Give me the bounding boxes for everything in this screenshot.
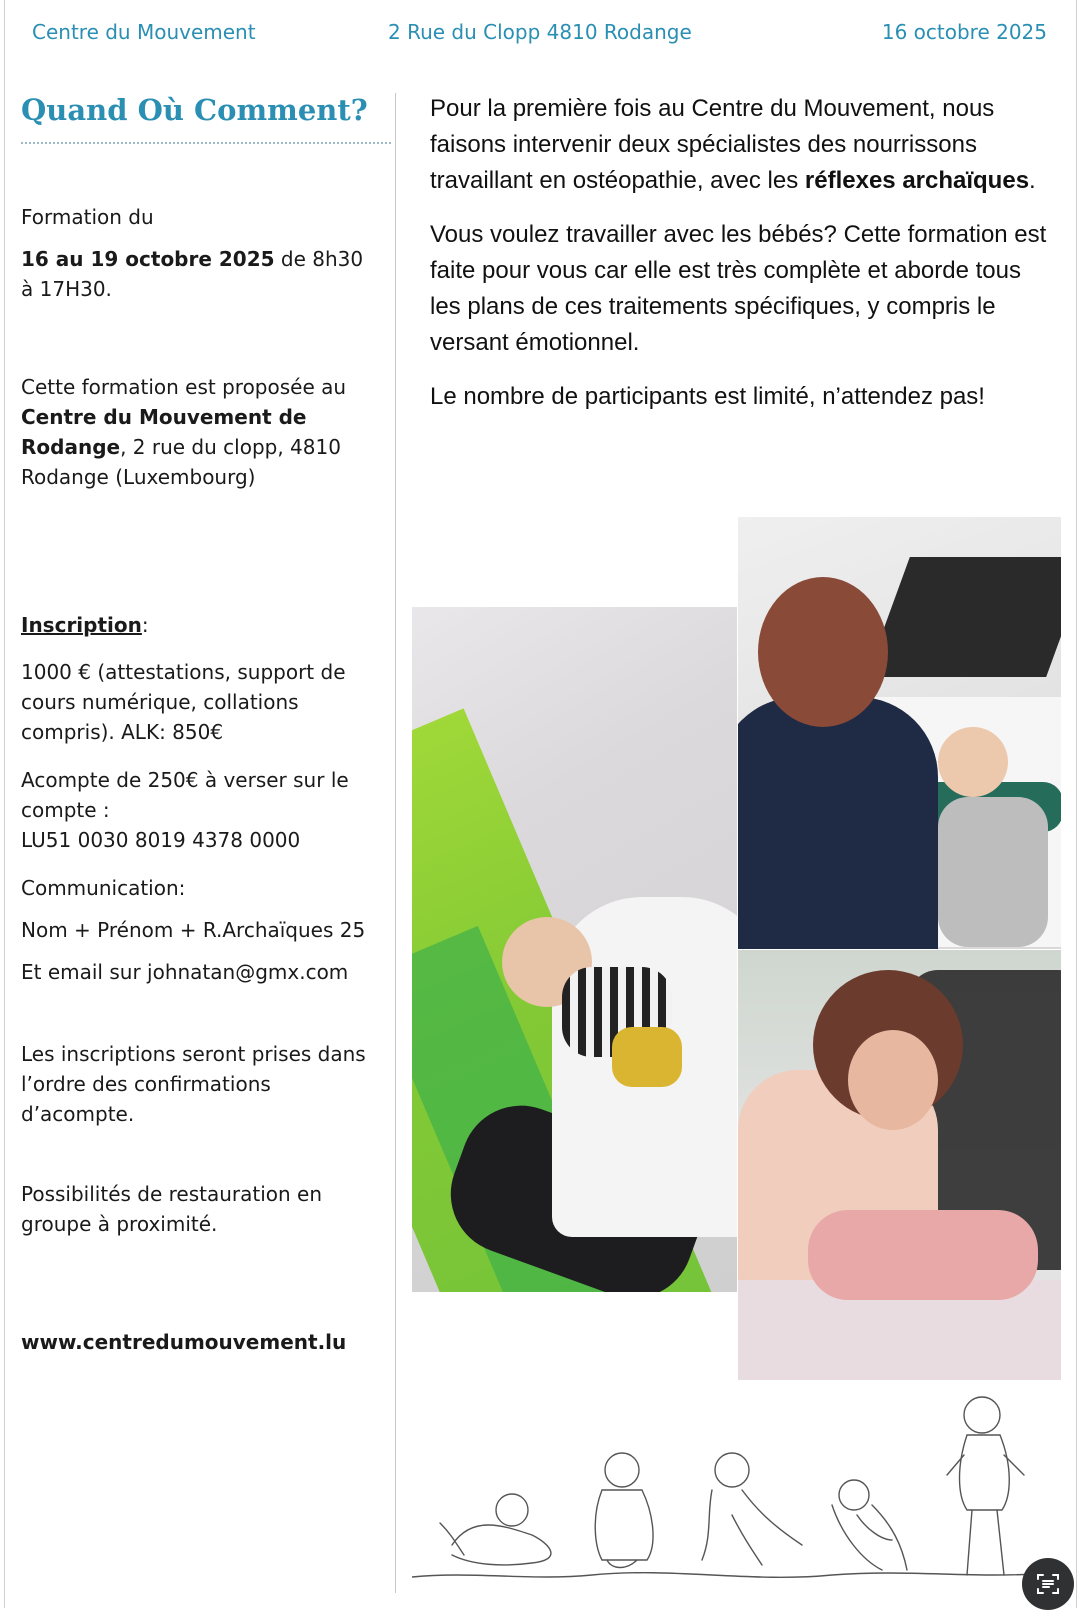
header-org-name: Centre du Mouvement	[32, 20, 256, 44]
page-edge-right	[1076, 0, 1077, 1608]
text-recognition-icon	[1034, 1570, 1062, 1598]
babies-paragraph: Vous voulez travailler avec les bébés? Cette formation est faite pour vous car elle est très complète et aborde tous les plans de ces traitements spécifiques, y compris le versant émotionnel.	[430, 221, 1047, 356]
right-column	[430, 91, 1050, 415]
header-date: 16 octobre 2025	[881, 20, 1047, 44]
email-line: Et email sur johnatan@gmx.com	[21, 960, 349, 984]
intro-end: .	[1029, 167, 1036, 194]
photo-baby-on-mat	[412, 607, 737, 1292]
dates-rest: de 8h30 à 17H30.	[21, 247, 364, 301]
page-edge-left	[4, 0, 5, 1608]
price-text: 1000 € (attestations, support de cours numérique, collations compris). ALK: 850€	[21, 660, 346, 744]
inscription-heading	[21, 610, 376, 640]
section-title: Quand Où Comment?	[21, 90, 391, 144]
header-address: 2 Rue du Clopp 4810 Rodange	[388, 20, 692, 44]
limited-paragraph: Le nombre de participants est limité, n’attendez pas!	[430, 383, 985, 410]
photo-practitioner-examining-baby	[738, 950, 1061, 1380]
iban-text: LU51 0030 8019 4378 0000	[21, 828, 301, 852]
page-header	[0, 20, 1082, 52]
location-venue: Centre du Mouvement de Rodange	[21, 405, 307, 459]
location-intro: Cette formation est proposée au	[21, 375, 347, 399]
dates-bold: 16 au 19 octobre 2025	[21, 247, 275, 271]
location-paragraph	[21, 372, 376, 492]
formation-label: Formation du	[21, 205, 154, 229]
inscription-colon: :	[141, 613, 149, 637]
deposit-text: Acompte de 250€ à verser sur le compte :	[21, 768, 349, 822]
registration-order-text: Les inscriptions seront prises dans l’ordre des confirmations d’acompte.	[21, 1042, 366, 1126]
communication-label: Communication:	[21, 876, 186, 900]
photo-practitioner-with-baby	[738, 517, 1061, 949]
restauration-text: Possibilités de restauration en groupe à proximité.	[21, 1182, 323, 1236]
column-divider	[395, 93, 396, 1593]
text-recognition-button[interactable]	[1022, 1558, 1074, 1610]
baby-development-sketch	[412, 1395, 1062, 1595]
intro-bold: réflexes archaïques	[804, 167, 1030, 194]
inscription-label: Inscription	[21, 613, 142, 637]
left-column	[21, 90, 376, 1357]
communication-value: Nom + Prénom + R.Archaïques 25	[21, 918, 366, 942]
location-address: , 2 rue du clopp, 4810 Rodange (Luxembourg)	[21, 435, 341, 489]
intro-text: Pour la première fois au Centre du Mouvement, nous faisons intervenir deux spécialistes des nourrissons travaillant en ostéopathie, avec les	[430, 95, 995, 194]
intro-paragraph	[430, 91, 1050, 199]
formation-dates	[21, 244, 376, 304]
website-link[interactable]: www.centredumouvement.lu	[21, 1330, 347, 1354]
